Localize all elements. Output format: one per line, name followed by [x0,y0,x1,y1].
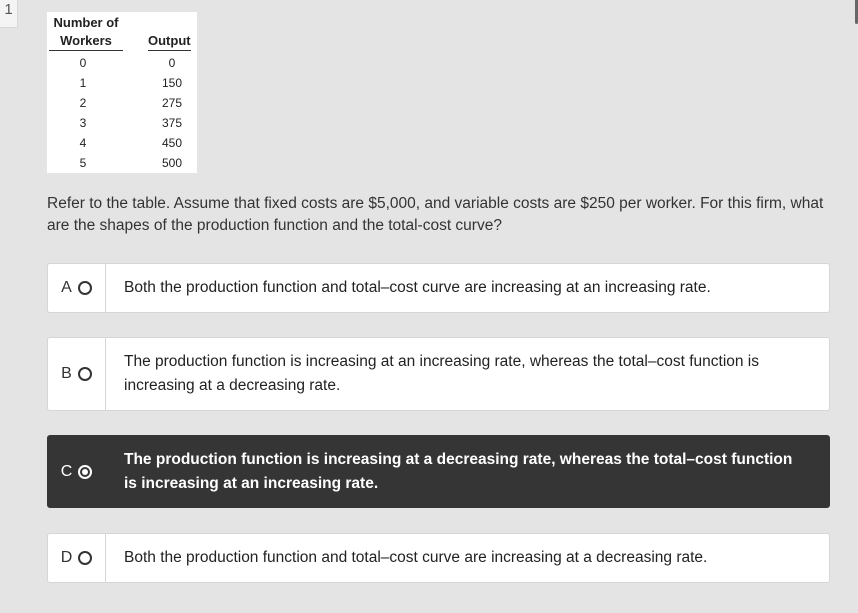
table-header-workers-line1: Number of [53,15,119,30]
table-cell-output: 375 [161,116,183,130]
table-cell-workers: 5 [79,156,87,170]
choice-letter: D [60,549,73,566]
table-cell-output: 450 [161,136,183,150]
choice-c-selector[interactable] [48,436,106,507]
table-cell-output: 500 [161,156,183,170]
table-header-workers-line2: Workers [60,33,112,48]
choice-d[interactable] [47,533,830,583]
table-header-output: Output [148,32,191,51]
radio-unchecked-icon[interactable] [78,551,92,565]
table-cell-workers: 0 [79,56,87,70]
choice-text[interactable]: Both the production function and total–cost curve are increasing at an increasing rate. [124,279,711,296]
choice-letter: A [61,279,72,296]
table-cell-workers: 2 [79,96,87,110]
choice-c[interactable] [47,435,830,508]
question-text: Refer to the table. Assume that fixed costs are $5,000, and variable costs are $250 per worker. For this firm, what are the shapes of the production function and the total-cost curve? [47,195,824,234]
choice-a[interactable] [47,263,830,313]
question-number: 1 [0,0,18,28]
radio-unchecked-icon[interactable] [78,367,92,381]
choice-letter: B [61,365,72,382]
choice-text[interactable]: The production function is increasing at a decreasing rate, whereas the total–cost function is increasing at an increasing rate. [124,450,793,492]
radio-unchecked-icon[interactable] [78,281,92,295]
choice-a-selector[interactable] [48,264,106,312]
choice-text[interactable]: The production function is increasing at an increasing rate, whereas the total–cost function is increasing at a decreasing rate. [124,353,760,394]
table-cell-workers: 3 [79,116,87,130]
table-cell-output: 150 [161,76,183,90]
table-cell-workers: 1 [79,76,87,90]
choice-d-selector[interactable] [48,534,106,582]
table-cell-output: 275 [161,96,183,110]
table-header-workers [49,14,123,51]
choice-b-selector[interactable] [48,338,106,410]
table-cell-output: 0 [168,56,176,70]
choice-letter: C [60,462,73,480]
choice-text[interactable]: Both the production function and total–cost curve are increasing at a decreasing rate. [124,549,708,566]
data-table [47,12,197,173]
choice-b[interactable] [47,337,830,411]
radio-checked-icon[interactable] [78,465,92,479]
table-cell-workers: 4 [79,136,87,150]
